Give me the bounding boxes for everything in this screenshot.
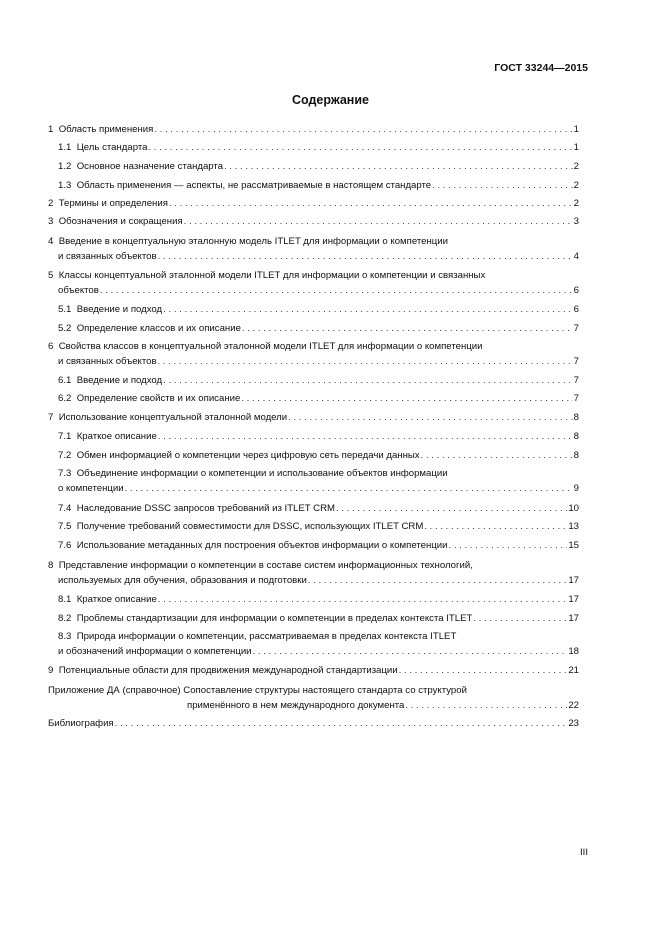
toc-entry-number: 1.1 — [58, 142, 72, 153]
toc-entry-text: Объединение информации о компетенции и использование объектов информации — [76, 468, 448, 479]
toc-entry-continuation: объектов — [58, 285, 99, 296]
toc-leader-dots — [100, 285, 573, 297]
toc-entry-7-3-first-line[interactable] — [58, 468, 448, 480]
toc-entry-number: 7 — [48, 412, 54, 423]
toc-entry-text: Область применения — аспекты, не рассматриваемые в настоящем стандарте — [76, 180, 432, 191]
toc-leader-dots — [125, 483, 573, 495]
toc-entry-text: Определение свойств и их описание — [76, 393, 241, 404]
toc-entry-8-1[interactable] — [58, 594, 579, 606]
toc-entry-page: 15 — [568, 540, 579, 551]
toc-entry-5-1[interactable] — [58, 304, 579, 316]
toc-leader-dots — [473, 613, 567, 625]
toc-entry-number: 5.1 — [58, 304, 72, 315]
toc-entry-text: Библиография — [48, 718, 114, 729]
toc-leader-dots — [336, 503, 567, 515]
toc-entry-page: 17 — [568, 594, 579, 605]
toc-entry-number: 9 — [48, 665, 54, 676]
toc-entry-number: 7.1 — [58, 431, 72, 442]
toc-entry-page: 18 — [568, 646, 579, 657]
toc-entry-number: 7.6 — [58, 540, 72, 551]
toc-entry-text: Использование концептуальной эталонной модели — [58, 412, 288, 423]
toc-entry-6-2[interactable] — [58, 393, 579, 405]
toc-entry-text: Краткое описание — [76, 594, 157, 605]
toc-entry-continuation: и обозначений информации о компетенции — [58, 646, 252, 657]
toc-entry-number: 7.5 — [58, 521, 72, 532]
standard-code: ГОСТ 33244—2015 — [494, 62, 588, 74]
toc-entry-8-2[interactable] — [58, 613, 579, 625]
toc-leader-dots — [158, 431, 573, 443]
toc-entry-page: 2 — [573, 198, 579, 209]
toc-entry-page: 3 — [573, 216, 579, 227]
toc-entry-text: Введение и подход — [76, 304, 163, 315]
toc-leader-dots — [288, 412, 573, 424]
toc-entry-text: Классы концептуальной эталонной модели ITLET для информации о компетенции и связанных — [58, 270, 486, 281]
toc-entry-5-first-line[interactable] — [48, 270, 485, 282]
toc-entry-number: 5.2 — [58, 323, 72, 334]
toc-entry-page: 8 — [573, 450, 579, 461]
toc-entry-page: 7 — [573, 393, 579, 404]
toc-entry-text: Краткое описание — [76, 431, 157, 442]
toc-entry-text: Свойства классов в концептуальной эталонной модели ITLET для информации о компетенции — [58, 341, 483, 352]
toc-entry-number: 1 — [48, 124, 54, 135]
toc-entry-annex[interactable] — [187, 700, 579, 712]
toc-leader-dots — [158, 356, 573, 368]
toc-leader-dots — [424, 521, 567, 533]
toc-leader-dots — [448, 540, 567, 552]
toc-entry-page: 21 — [568, 665, 579, 676]
toc-entry-page: 17 — [568, 613, 579, 624]
toc-entry-bibliography[interactable] — [48, 718, 579, 730]
toc-entry-1-2[interactable] — [58, 161, 579, 173]
toc-entry-number: 2 — [48, 198, 54, 209]
toc-leader-dots — [241, 393, 572, 405]
toc-leader-dots — [154, 124, 572, 136]
toc-entry-continuation: о компетенции — [58, 483, 124, 494]
toc-entry-page: 9 — [573, 483, 579, 494]
toc-entry-page: 7 — [573, 375, 579, 386]
toc-entry-text: Приложение ДА (справочное) Сопоставление структуры настоящего стандарта со структурой — [48, 685, 467, 696]
toc-entry-number: 1.2 — [58, 161, 72, 172]
toc-entry-1-3[interactable] — [58, 180, 579, 192]
toc-entry-8-3[interactable] — [58, 646, 579, 658]
toc-entry-number: 4 — [48, 236, 54, 247]
toc-entry-text: Основное назначение стандарта — [76, 161, 224, 172]
toc-entry-text: Обозначения и сокращения — [58, 216, 183, 227]
toc-entry-text: Проблемы стандартизации для информации о компетенции в пределах контекста ITLET — [76, 613, 473, 624]
toc-leader-dots — [158, 594, 568, 606]
toc-entry-7-5[interactable] — [58, 521, 579, 533]
toc-entry-text: Использование метаданных для построения объектов информации о компетенции — [76, 540, 448, 551]
toc-entry-4-first-line[interactable] — [48, 236, 448, 248]
toc-leader-dots — [163, 304, 573, 316]
toc-entry-continuation: используемых для обучения, образования и подготовки — [58, 575, 307, 586]
toc-entry-number: 3 — [48, 216, 54, 227]
toc-leader-dots — [184, 216, 573, 228]
toc-entry-9[interactable] — [48, 665, 579, 677]
toc-entry-7-3[interactable] — [58, 483, 579, 495]
toc-entry-text: Определение классов и их описание — [76, 323, 241, 334]
toc-entry-7[interactable] — [48, 412, 579, 424]
toc-entry-8[interactable] — [58, 575, 579, 587]
toc-entry-number: 1.3 — [58, 180, 72, 191]
toc-title: Содержание — [291, 93, 369, 107]
toc-entry-continuation: применённого в нем международного документа — [187, 700, 405, 711]
toc-entry-2[interactable] — [48, 198, 579, 210]
toc-leader-dots — [399, 665, 568, 677]
page-number: III — [580, 847, 588, 858]
toc-entry-continuation: и связанных объектов — [58, 356, 157, 367]
toc-entry-page: 7 — [573, 356, 579, 367]
toc-entry-page: 23 — [568, 718, 579, 729]
toc-entry-number: 6.1 — [58, 375, 72, 386]
toc-entry-number: 8 — [48, 560, 54, 571]
toc-entry-page: 2 — [573, 161, 579, 172]
toc-entry-7-2[interactable] — [58, 450, 579, 462]
toc-leader-dots — [253, 646, 568, 658]
toc-entry-text: Цель стандарта — [76, 142, 148, 153]
toc-leader-dots — [148, 142, 572, 154]
toc-entry-7-1[interactable] — [58, 431, 579, 443]
toc-entry-text: Введение в концептуальную эталонную модель ITLET для информации о компетенции — [58, 236, 448, 247]
toc-leader-dots — [163, 375, 573, 387]
toc-entry-5[interactable] — [58, 285, 579, 297]
toc-entry-text: Наследование DSSC запросов требований из ITLET CRM — [76, 503, 335, 514]
toc-entry-page: 2 — [573, 180, 579, 191]
toc-entry-number: 8.3 — [58, 631, 72, 642]
toc-entry-page: 13 — [568, 521, 579, 532]
toc-entry-text: Введение и подход — [76, 375, 163, 386]
toc-entry-8-first-line[interactable] — [48, 560, 473, 572]
toc-entry-text: Получение требований совместимости для DSSC, использующих ITLET CRM — [76, 521, 424, 532]
toc-leader-dots — [421, 450, 573, 462]
toc-entry-page: 6 — [573, 285, 579, 296]
toc-entry-text: Представление информации о компетенции в составе систем информационных технологий, — [58, 560, 473, 571]
toc-leader-dots — [115, 718, 568, 730]
toc-leader-dots — [405, 700, 567, 712]
toc-entry-continuation: и связанных объектов — [58, 251, 157, 262]
toc-entry-1[interactable] — [48, 124, 579, 136]
toc-entry-page: 8 — [573, 412, 579, 423]
toc-entry-number: 6.2 — [58, 393, 72, 404]
toc-entry-number: 6 — [48, 341, 54, 352]
toc-entry-text: Природа информации о компетенции, рассматриваемая в пределах контекста ITLET — [76, 631, 457, 642]
toc-leader-dots — [169, 198, 573, 210]
toc-entry-text: Область применения — [58, 124, 154, 135]
toc-entry-6-1[interactable] — [58, 375, 579, 387]
toc-entry-number: 8.1 — [58, 594, 72, 605]
toc-entry-page: 7 — [573, 323, 579, 334]
toc-entry-page: 1 — [573, 124, 579, 135]
toc-leader-dots — [432, 180, 573, 192]
toc-entry-number: 8.2 — [58, 613, 72, 624]
toc-leader-dots — [308, 575, 568, 587]
toc-entry-6[interactable] — [58, 356, 579, 368]
toc-entry-number: 7.4 — [58, 503, 72, 514]
toc-leader-dots — [242, 323, 573, 335]
toc-entry-page: 10 — [568, 503, 579, 514]
toc-entry-annex-first-line[interactable] — [48, 685, 467, 697]
toc-entry-page: 4 — [573, 251, 579, 262]
toc-entry-7-6[interactable] — [58, 540, 579, 552]
toc-entry-text: Обмен информацией о компетенции через цифровую сеть передачи данных — [76, 450, 420, 461]
toc-entry-page: 1 — [573, 142, 579, 153]
toc-entry-page: 8 — [573, 431, 579, 442]
toc-entry-4[interactable] — [58, 251, 579, 263]
toc-entry-number: 7.2 — [58, 450, 72, 461]
toc-entry-number: 7.3 — [58, 468, 72, 479]
toc-entry-1-1[interactable] — [58, 142, 579, 154]
toc-entry-page: 17 — [568, 575, 579, 586]
toc-entry-5-2[interactable] — [58, 323, 579, 335]
toc-leader-dots — [224, 161, 573, 173]
toc-entry-8-3-first-line[interactable] — [58, 631, 456, 643]
toc-entry-text: Потенциальные области для продвижения международной стандартизации — [58, 665, 398, 676]
toc-entry-page: 6 — [573, 304, 579, 315]
toc-entry-page: 22 — [568, 700, 579, 711]
toc-entry-3[interactable] — [48, 216, 579, 228]
toc-entry-text: Термины и определения — [58, 198, 168, 209]
toc-entry-7-4[interactable] — [58, 503, 579, 515]
toc-leader-dots — [158, 251, 573, 263]
toc-entry-6-first-line[interactable] — [48, 341, 482, 353]
toc-entry-number: 5 — [48, 270, 54, 281]
